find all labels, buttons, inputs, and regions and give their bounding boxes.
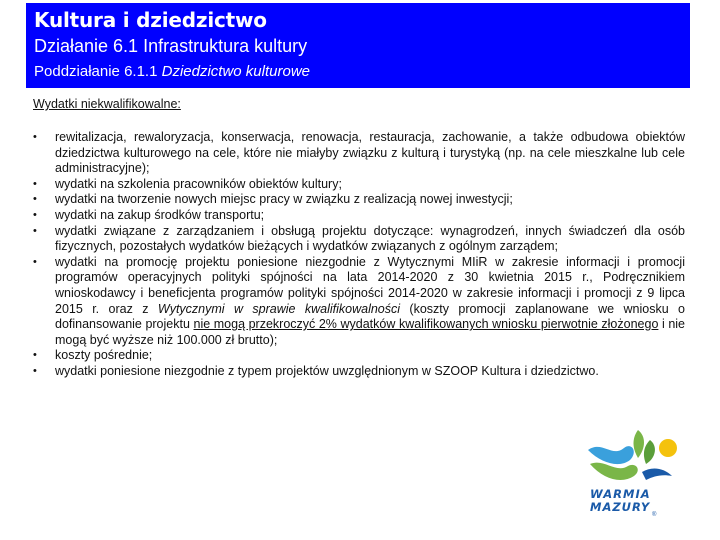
list-item-text: wydatki na szkolenia pracowników obiektów kultury; [55, 176, 342, 191]
list-item-text: rewitalizacja, rewaloryzacja, konserwacja, renowacja, restauracja, zachowanie, a także odbudowa obiektów dziedzictwa kulturowego na cele, które nie miałyby związku z kulturą i turystyką (np. na cele mieszkalne lub cele administracyjne); [55, 130, 685, 176]
logo-wordmark [590, 488, 670, 514]
section-label: Wydatki niekwalifikowalne: [33, 97, 181, 111]
list-item-text: wydatki na zakup środków transportu; [55, 207, 265, 222]
promo-text-part1: wydatki na promocję projektu poniesione niezgodnie z Wytycznymi MIiR w zakresie informacji i promocji programów operacyjnych polityki spójności na lata 2014-2020 z 30 kwietnia 2015 r., Podręcznikiem wnioskodawcy i beneficjenta programów polityki spójności 2014-2020 w zakresie informacji i promocji z 9 lipca 2015 r. oraz z [55, 254, 685, 316]
expense-list [33, 130, 685, 380]
list-item [33, 255, 685, 349]
bullet-icon: • [33, 193, 37, 206]
page-title: Kultura i dziedzictwo [34, 8, 267, 32]
bullet-icon: • [33, 208, 37, 221]
logo-line-2: MAZURY [590, 500, 651, 514]
bullet-icon: • [33, 177, 37, 190]
list-item [33, 208, 685, 224]
list-item [33, 224, 685, 255]
header-banner [26, 3, 690, 88]
list-item-text: wydatki związane z zarządzaniem i obsługą projektu dotyczące: wynagrodzeń, innych świadczeń dla osób fizycznych, pozostałych wydatków bieżących i wydatków związanych z ogólnym zarządem; [55, 223, 685, 254]
promo-text-part3: i nie mogą być wyższe niż 100.000 zł brutto); [55, 317, 686, 347]
subaction-number: Poddziałanie 6.1.1 [34, 63, 158, 80]
bullet-icon: • [33, 131, 37, 143]
bullet-icon: • [33, 364, 37, 377]
list-item [33, 364, 685, 380]
registered-mark: ® [652, 512, 657, 518]
subaction-name: Dziedzictwo kulturowe [161, 63, 310, 80]
subaction-title [34, 62, 690, 82]
bullet-icon: • [33, 255, 37, 268]
list-item-text: koszty pośrednie; [55, 348, 153, 363]
list-item [33, 192, 685, 208]
promo-text-italic: Wytycznymi w sprawie kwalifikowalności [157, 301, 401, 316]
promo-text-underlined: nie mogą przekroczyć 2% wydatków kwalifikowanych wniosku pierwotnie złożonego [193, 317, 659, 332]
list-item-text: wydatki na tworzenie nowych miejsc pracy w związku z realizacją nowej inwestycji; [55, 192, 513, 207]
bullet-icon: • [33, 224, 37, 237]
logo-line-1: WARMIA [590, 487, 651, 501]
promo-text-part2: (koszty promocji zaplanowane we wniosku o dofinansowanie projektu [55, 301, 685, 332]
list-item-text: wydatki poniesione niezgodnie z typem projektów uwzględnionym w SZOOP Kultura i dziedzictwo. [55, 363, 599, 378]
list-item [33, 177, 685, 193]
action-title: Działanie 6.1 Infrastruktura kultury [34, 36, 308, 56]
bullet-icon: • [33, 349, 37, 362]
list-item-text [55, 255, 685, 347]
list-item [33, 348, 685, 364]
list-item [33, 130, 685, 177]
